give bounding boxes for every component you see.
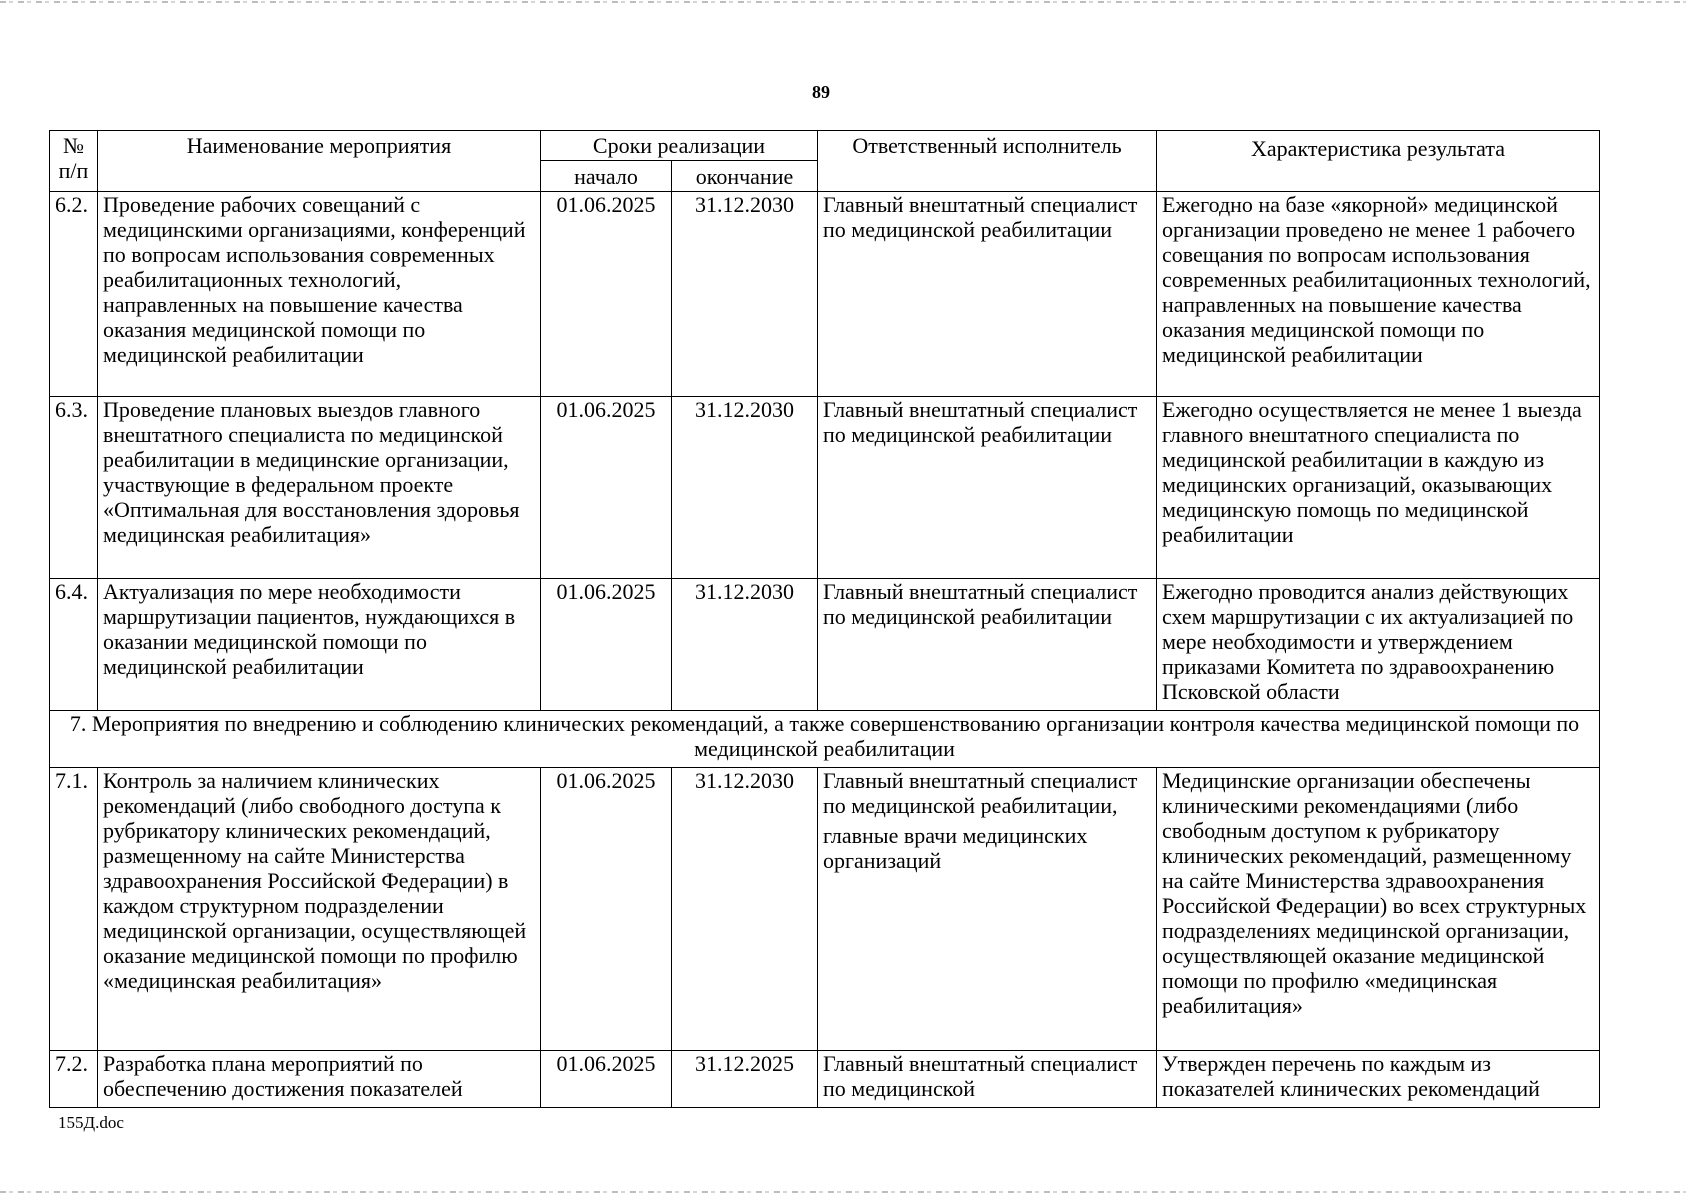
activities-table: [49, 130, 1600, 1108]
row-number: 6.4.: [50, 579, 98, 711]
row-number: 6.3.: [50, 397, 98, 579]
header-end: окончание: [672, 161, 818, 192]
row-end-date: 31.12.2030: [672, 768, 818, 1051]
row-result: Ежегодно на базе «якорной» медицинской организации проведено не менее 1 рабочего совещания по вопросам использования современных реабилитационных технологий, направленных на повышение качества оказания медицинской помощи по медицинской реабилитации: [1157, 192, 1600, 397]
row-number: 7.1.: [50, 768, 98, 1051]
row-end-date: 31.12.2025: [672, 1051, 818, 1108]
table-header-row: [50, 131, 1600, 161]
table-row: [50, 768, 1600, 1051]
row-executor: Главный внештатный специалист по медицинской реабилитации: [818, 579, 1157, 711]
table-row: [50, 1051, 1600, 1108]
header-start: начало: [541, 161, 672, 192]
row-executor-primary: Главный внештатный специалист по медицинской реабилитации,: [823, 768, 1138, 818]
row-executor: Главный внештатный специалист по медицинской реабилитации: [818, 192, 1157, 397]
row-activity-name: Проведение плановых выездов главного внештатного специалиста по медицинской реабилитации в медицинские организации, участвующие в федеральном проекте «Оптимальная для восстановления здоровья медицинская реабилитация»: [98, 397, 541, 579]
row-start-date: 01.06.2025: [541, 397, 672, 579]
row-activity-name: Актуализация по мере необходимости маршрутизации пациентов, нуждающихся в оказании медицинской помощи по медицинской реабилитации: [98, 579, 541, 711]
row-result: Ежегодно осуществляется не менее 1 выезда главного внештатного специалиста по медицинской реабилитации в каждую из медицинских организаций, оказывающих медицинскую помощь по медицинской реабилитации: [1157, 397, 1600, 579]
row-number: 7.2.: [50, 1051, 98, 1108]
row-number: 6.2.: [50, 192, 98, 397]
row-end-date: 31.12.2030: [672, 397, 818, 579]
header-name: Наименование мероприятия: [98, 131, 541, 192]
row-result: Ежегодно проводится анализ действующих схем маршрутизации с их актуализацией по мере необходимости и утверждением приказами Комитета по здравоохранению Псковской области: [1157, 579, 1600, 711]
scan-edge-top: [0, 1, 1686, 3]
section-header-row: [50, 711, 1600, 768]
footer-doc-name: 155Д.doc: [58, 1113, 124, 1132]
row-activity-name: Контроль за наличием клинических рекомендаций (либо свободного доступа к рубрикатору клинических рекомендаций, размещенному на сайте Министерства здравоохранения Российской Федерации) в каждом структурном подразделении медицинской организации, осуществляющей оказание медицинской помощи по профилю «медицинская реабилитация»: [98, 768, 541, 1051]
row-executor-secondary: главные врачи медицинских организаций: [823, 823, 1088, 873]
section-7-title: 7. Мероприятия по внедрению и соблюдению клинических рекомендаций, а также совершенствованию организации контроля качества медицинской помощи по медицинской реабилитации: [50, 711, 1600, 768]
table-row: [50, 192, 1600, 397]
page-number: 89: [812, 82, 830, 102]
row-activity-name: Проведение рабочих совещаний с медицинскими организациями, конференций по вопросам использования современных реабилитационных технологий, направленных на повышение качества оказания медицинской помощи по медицинской реабилитации: [98, 192, 541, 397]
row-end-date: 31.12.2030: [672, 579, 818, 711]
header-period: Сроки реализации: [541, 131, 818, 161]
row-start-date: 01.06.2025: [541, 1051, 672, 1108]
header-num: № п/п: [50, 131, 98, 192]
scan-edge-bottom: [0, 1191, 1686, 1193]
row-executor: Главный внештатный специалист по медицинской реабилитации: [818, 397, 1157, 579]
row-result: Медицинские организации обеспечены клиническими рекомендациями (либо свободным доступом к рубрикатору клинических рекомендаций, размещенному на сайте Министерства здравоохранения Российской Федерации) во всех структурных подразделениях медицинской организации, осуществляющей оказание медицинской помощи по профилю «медицинская реабилитация»: [1157, 768, 1600, 1051]
row-start-date: 01.06.2025: [541, 579, 672, 711]
header-executor: Ответственный исполнитель: [818, 131, 1157, 192]
row-executor: [818, 768, 1157, 1051]
row-executor: Главный внештатный специалист по медицинской: [818, 1051, 1157, 1108]
row-result: Утвержден перечень по каждым из показателей клинических рекомендаций: [1157, 1051, 1600, 1108]
table-row: [50, 397, 1600, 579]
table-row: [50, 579, 1600, 711]
row-end-date: 31.12.2030: [672, 192, 818, 397]
row-start-date: 01.06.2025: [541, 768, 672, 1051]
row-start-date: 01.06.2025: [541, 192, 672, 397]
row-activity-name: Разработка плана мероприятий по обеспечению достижения показателей: [98, 1051, 541, 1108]
header-result: Характеристика результата: [1157, 131, 1600, 192]
